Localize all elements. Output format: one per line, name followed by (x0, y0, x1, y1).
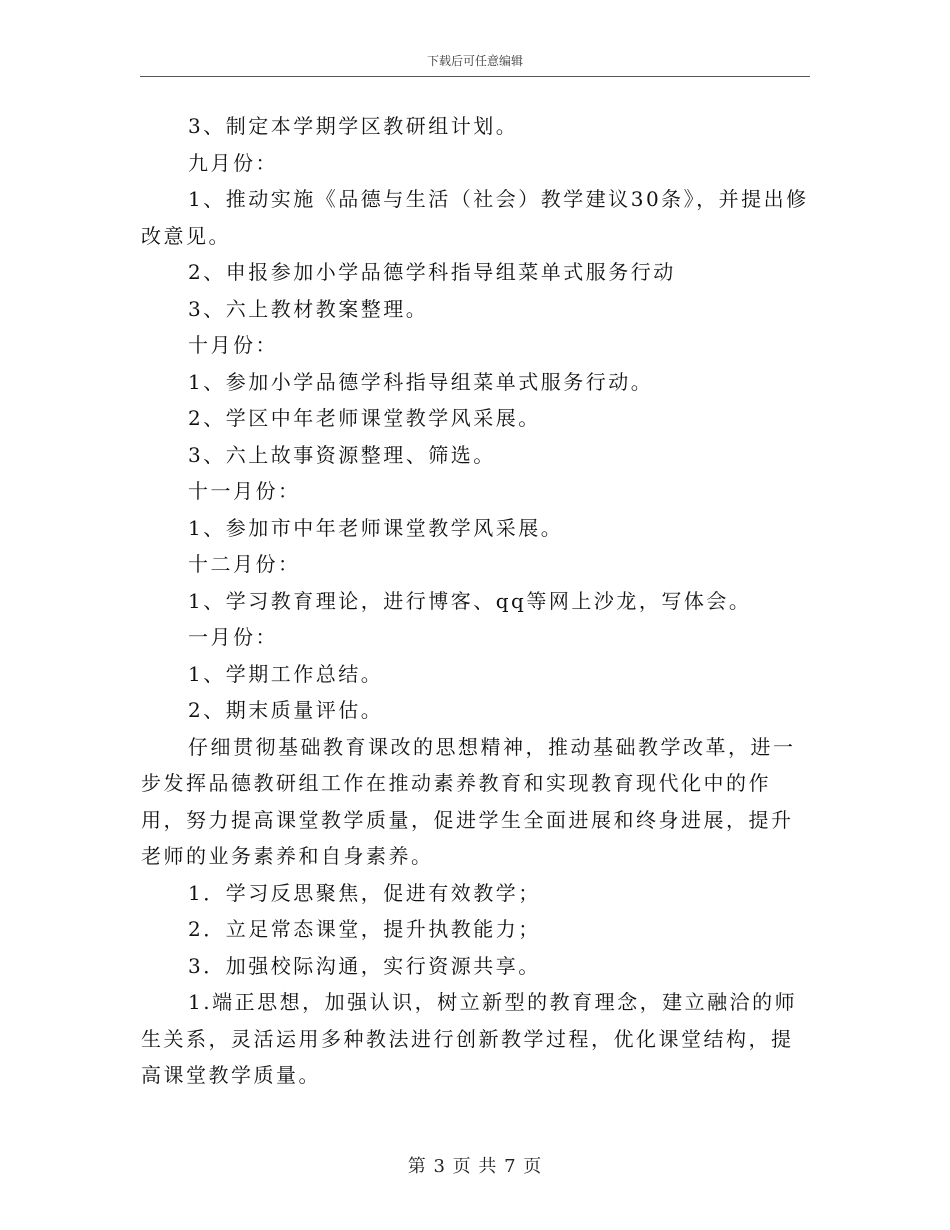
document-body (141, 108, 809, 1094)
month-heading: 一月份： (188, 625, 278, 649)
paragraph: 1、学期工作总结。 (188, 661, 384, 686)
paragraph: 1、参加市中年老师课堂教学风采展。 (188, 515, 564, 540)
page-header: 下载后可任意编辑 (426, 54, 523, 68)
paragraph: 3、六上故事资源整理、筛选。 (188, 442, 496, 467)
paragraph: 2、学区中年老师课堂教学风采展。 (188, 406, 541, 430)
paragraph: 1、参加小学品德学科指导组菜单式服务行动。 (188, 369, 654, 394)
paragraph: 1、学习教育理论，进行博客、qq等网上沙龙，写体会。 (188, 588, 752, 613)
header-divider (140, 76, 810, 77)
paragraph: 2．立足常态课堂，提升执教能力； (188, 917, 541, 941)
paragraph: 3．加强校际沟通，实行资源共享。 (188, 953, 541, 978)
paragraph: 2、申报参加小学品德学科指导组菜单式服务行动 (188, 260, 676, 284)
paragraph: 仔细贯彻基础教育课改的思想精神，推动基础教学改革，进一步发挥品德教研组工作在推动素养教育和实现教育现代化中的作用，努力提高课堂教学质量，促进学生全面进展和终身进展，提升老师的业务素养和自身素养。 (141, 734, 796, 868)
page-number: 第 3 页 共 7 页 (407, 1156, 543, 1177)
paragraph: 3、制定本学期学区教研组计划。 (188, 114, 519, 138)
paragraph: 1.端正思想，加强认识，树立新型的教育理念，建立融洽的师生关系，灵活运用多种教法进行创新教学过程，优化课堂结构，提高课堂教学质量。 (141, 990, 798, 1087)
paragraph: 1、推动实施《品德与生活（社会）教学建议30条》，并提出修改意见。 (141, 187, 809, 248)
paragraph: 1．学习反思聚焦，促进有效教学； (188, 880, 541, 905)
month-heading: 十二月份： (188, 552, 301, 576)
paragraph: 3、六上教材教案整理。 (188, 296, 429, 321)
month-heading: 九月份： (188, 150, 278, 175)
paragraph: 2、期末质量评估。 (188, 698, 384, 722)
month-heading: 十一月份： (188, 479, 301, 503)
month-heading: 十月份： (188, 333, 278, 357)
